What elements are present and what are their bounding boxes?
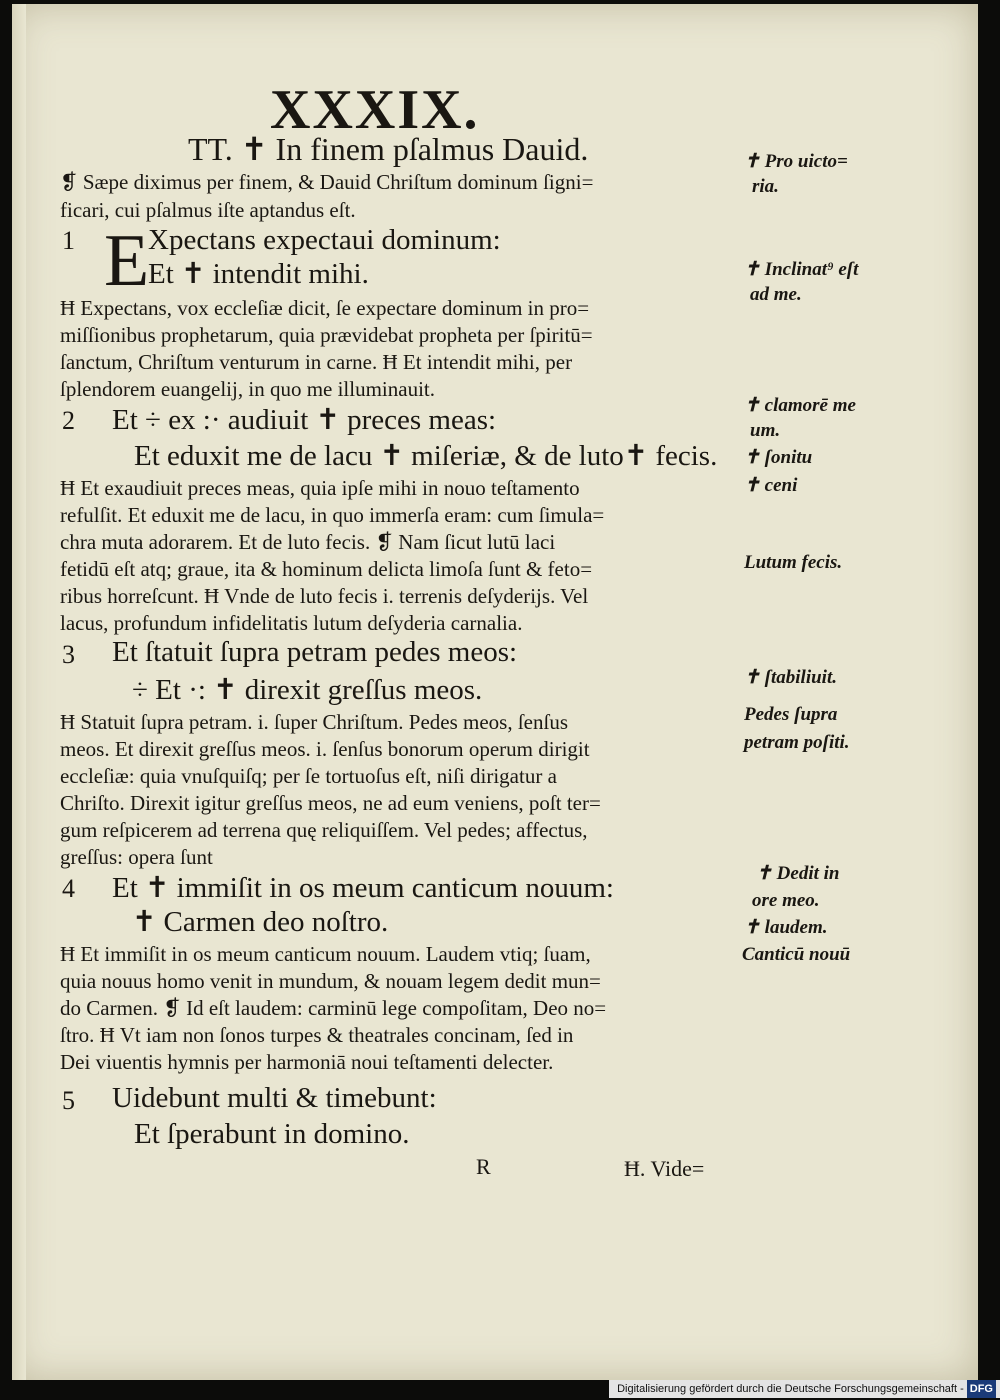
verse-line: Uidebunt multi & timebunt: (112, 1082, 437, 1114)
page-title: XXXIX. (270, 79, 480, 141)
verse-line: Et ſperabunt in domino. (134, 1118, 410, 1150)
commentary-line: lacus, profundum infidelitatis lutum deſyderia carnalia. (60, 611, 523, 635)
commentary-line: fetidū eſt atq; graue, ita & hominum delicta limoſa ſunt & feto= (60, 557, 593, 581)
verse-line: Et ✝ intendit mihi. (148, 258, 369, 290)
verse-line: ✝ Carmen deo noſtro. (132, 906, 389, 938)
commentary-line: quia nouus homo venit in mundum, & nouam legem dedit mun= (60, 969, 601, 993)
commentary-line: Ħ Et immiſit in os meum canticum nouum. Laudem vtiq; ſuam, (60, 942, 591, 966)
verse-number: 4 (62, 874, 75, 903)
margin-note: ✝ ceni (744, 475, 798, 496)
margin-note: ✝ ſtabiliuit. (744, 667, 837, 688)
verse-number: 3 (62, 640, 75, 669)
psalm-heading: TT. ✝ In finem pſalmus Dauid. (188, 131, 589, 167)
commentary-line: chra muta adorarem. Et de luto fecis. ❡ Nam ſicut lutū laci (60, 530, 556, 554)
commentary-line: miſſionibus prophetarum, quia prævidebat propheta per ſpiritū= (60, 323, 593, 347)
footer-text: Digitalisierung gefördert durch die Deutsche Forschungsgemeinschaft - (617, 1383, 964, 1395)
commentary-line: eccleſiæ: quia vnuſquiſq; per ſe tortuoſus eſt, niſi dirigatur a (60, 764, 557, 788)
margin-note: ✝ ſonitu (744, 447, 813, 468)
commentary-line: Dei viuentis hymnis per harmoniā noui teſtamenti delecter. (60, 1050, 554, 1074)
verse-line: Et ✝ immiſit in os meum canticum nouum: (112, 872, 614, 904)
margin-note: ✝ laudem. (744, 917, 828, 938)
verse-line: ÷ Et ·: ✝ direxit greſſus meos. (132, 674, 483, 706)
commentary-line: Ħ Statuit ſupra petram. i. ſuper Chriſtum. Pedes meos, ſenſus (60, 710, 569, 734)
digitization-footer (609, 1380, 1000, 1398)
commentary-line: Ħ Et exaudiuit preces meas, quia ipſe mihi in nouo teſtamento (60, 476, 580, 500)
verse-line: Et ÷ ex :· audiuit ✝ preces meas: (112, 404, 497, 436)
margin-note: petram poſiti. (744, 732, 850, 753)
commentary-line: refulſit. Et eduxit me de lacu, in quo immerſa eram: cum ſimula= (60, 503, 605, 527)
margin-note: ✝ Pro uicto= (744, 151, 848, 172)
verse-line: Et ſtatuit ſupra petram pedes meos: (112, 636, 518, 668)
verse-number: 1 (62, 226, 75, 255)
commentary-line: ribus horreſcunt. Ħ Vnde de luto fecis i. terrenis deſyderijs. Vel (60, 584, 589, 608)
catchword: Ħ. Vide= (624, 1156, 705, 1181)
commentary-line: ſtro. Ħ Vt iam non ſonos turpes & theatrales concinam, ſed in (60, 1023, 574, 1047)
verse-line: Et eduxit me de lacu ✝ miſeriæ, & de luto✝ fecis. (134, 440, 718, 472)
dfg-logo: DFG (967, 1380, 996, 1398)
commentary-line: Ħ Expectans, vox eccleſiæ dicit, ſe expectare dominum in pro= (60, 296, 590, 320)
intro-line: ficari, cui pſalmus iſte aptandus eſt. (60, 198, 356, 222)
margin-note: ria. (752, 176, 779, 197)
commentary-line: gum reſpicerem ad terrena quę reliquiſſem. Vel pedes; affectus, (60, 818, 588, 842)
commentary-line: ſanctum, Chriſtum venturum in carne. Ħ Et intendit mihi, per (60, 350, 573, 374)
commentary-line: greſſus: opera ſunt (60, 845, 213, 869)
page-edge (12, 4, 26, 1380)
commentary-line: do Carmen. ❡ Id eſt laudem: carminū lege compoſitam, Deo no= (60, 996, 607, 1020)
verse-number: 5 (62, 1086, 75, 1115)
commentary-line: ſplendorem euangelij, in quo me illuminauit. (60, 377, 436, 401)
signature-mark: R (476, 1154, 491, 1179)
margin-note: Pedes ſupra (744, 704, 838, 725)
margin-note: Lutum fecis. (744, 552, 843, 573)
margin-note: ad me. (750, 284, 802, 305)
commentary-line: meos. Et direxit greſſus meos. i. ſenſus bonorum operum dirigit (60, 737, 590, 761)
margin-note: ore meo. (752, 890, 820, 911)
margin-note: Canticū nouū (742, 944, 851, 965)
margin-note: ✝ clamorē me (744, 395, 856, 416)
verse-line: Xpectans expectaui dominum: (148, 224, 501, 256)
margin-note: ✝ Inclinat⁹ eſt (744, 259, 859, 280)
drop-cap: E (104, 220, 150, 302)
commentary-line: Chriſto. Direxit igitur greſſus meos, ne ad eum veniens, poſt ter= (60, 791, 601, 815)
margin-note: ✝ Dedit in (756, 863, 840, 884)
verse-number: 2 (62, 406, 75, 435)
intro-line: ❡ Sæpe diximus per finem, & Dauid Chriſtum dominum ſigni= (60, 170, 594, 194)
margin-note: um. (750, 420, 781, 441)
